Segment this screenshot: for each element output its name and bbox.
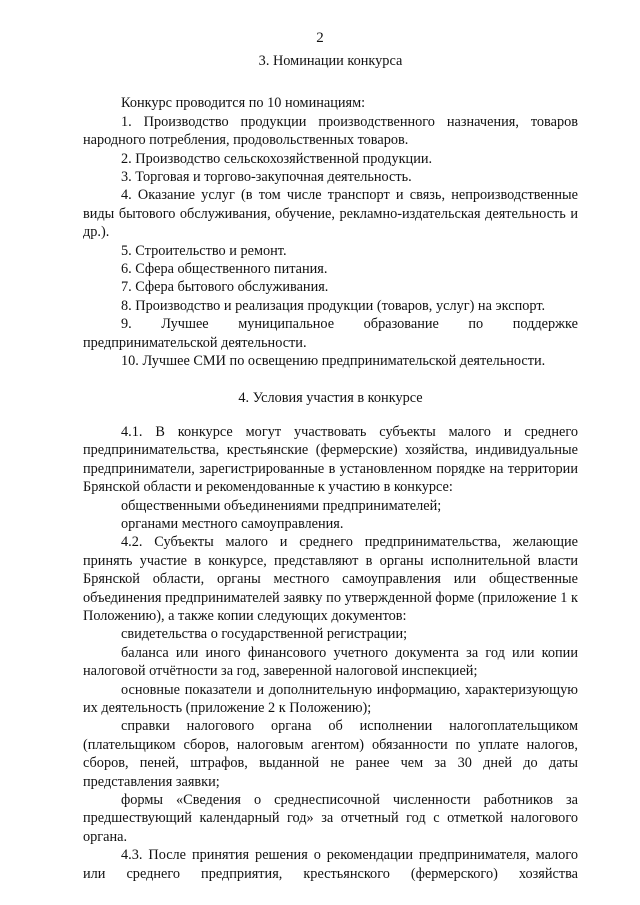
document-list-item: основные показатели и дополнительную информацию, характеризующую их деятельность (приложение 2 к Положению); [83, 681, 578, 716]
clause-4-1-item: органами местного самоуправления. [121, 515, 344, 532]
section-4-body [83, 423, 578, 883]
nomination-item: 9. Лучшее муниципальное образование по поддержке предпринимательской деятельности. [83, 316, 578, 351]
nomination-item: 3. Торговая и торгово-закупочная деятельность. [121, 169, 412, 186]
nomination-item: 1. Производство продукции производственного назначения, товаров народного потребления, продовольственных товаров. [83, 113, 578, 149]
clause-4-1: 4.1. В конкурсе могут участвовать субъекты малого и среднего предпринимательства, крестьянские (фермерские) хозяйства, индивидуальные предприниматели, зарегистрированные в установленном порядке на территории Брянской области и рекомендованные к участию в конкурсе: [83, 423, 578, 496]
page-number: 2 [316, 30, 324, 46]
clause-4-1-item: общественными объединениями предпринимателей; [121, 497, 442, 514]
document-list-item: формы «Сведения о среднесписочной численности работников за предшествующий календарный год» за отчетный год с отметкой налогового органа. [83, 792, 578, 845]
document-list-item: свидетельства о государственной регистрации; [121, 626, 408, 643]
nomination-item: 5. Строительство и ремонт. [121, 242, 287, 259]
nomination-item: 4. Оказание услуг (в том числе транспорт и связь, непроизводственные виды бытового обслуживания, обучение, рекламно-издательская деятельность и др.). [83, 187, 578, 241]
nomination-item: 8. Производство и реализация продукции (товаров, услуг) на экспорт. [121, 297, 546, 314]
section-4-title: 4. Условия участия в конкурсе [238, 389, 423, 406]
document-list-item: справки налогового органа об исполнении налогоплательщиком (плательщиком сборов, налоговым агентом) обязанности по уплате налогов, сборов, пеней, штрафов, выданной не ранее чем за 30 дней до даты представления заявки; [83, 718, 578, 790]
section-3-body [83, 94, 578, 370]
nomination-item: 2. Производство сельскохозяйственной продукции. [121, 150, 433, 167]
nomination-item: 7. Сфера бытового обслуживания. [121, 279, 329, 296]
document-list-item: баланса или иного финансового учетного документа за год или копии налоговой отчётности за год, заверенной налоговой инспекцией; [83, 644, 578, 680]
nomination-item: 10. Лучшее СМИ по освещению предпринимательской деятельности. [121, 353, 546, 370]
clause-4-2: 4.2. Субъекты малого и среднего предпринимательства, желающие принять участие в конкурсе, представляют в органы исполнительной власти Брянской области, органы местного самоуправления или общественные объединения предпринимателей заявку по утвержденной форме (приложение 1 к Положению), а также копии следующих документов: [83, 534, 578, 624]
document-body [83, 50, 578, 883]
section-3-title: 3. Номинации конкурса [258, 53, 403, 69]
nomination-item: 6. Сфера общественного питания. [121, 261, 328, 278]
clause-4-3: 4.3. После принятия решения о рекомендации предпринимателя, малого или среднего предприятия, крестьянского (фермерского) хозяйства [83, 847, 578, 882]
section-3-intro: Конкурс проводится по 10 номинациям: [121, 95, 366, 112]
